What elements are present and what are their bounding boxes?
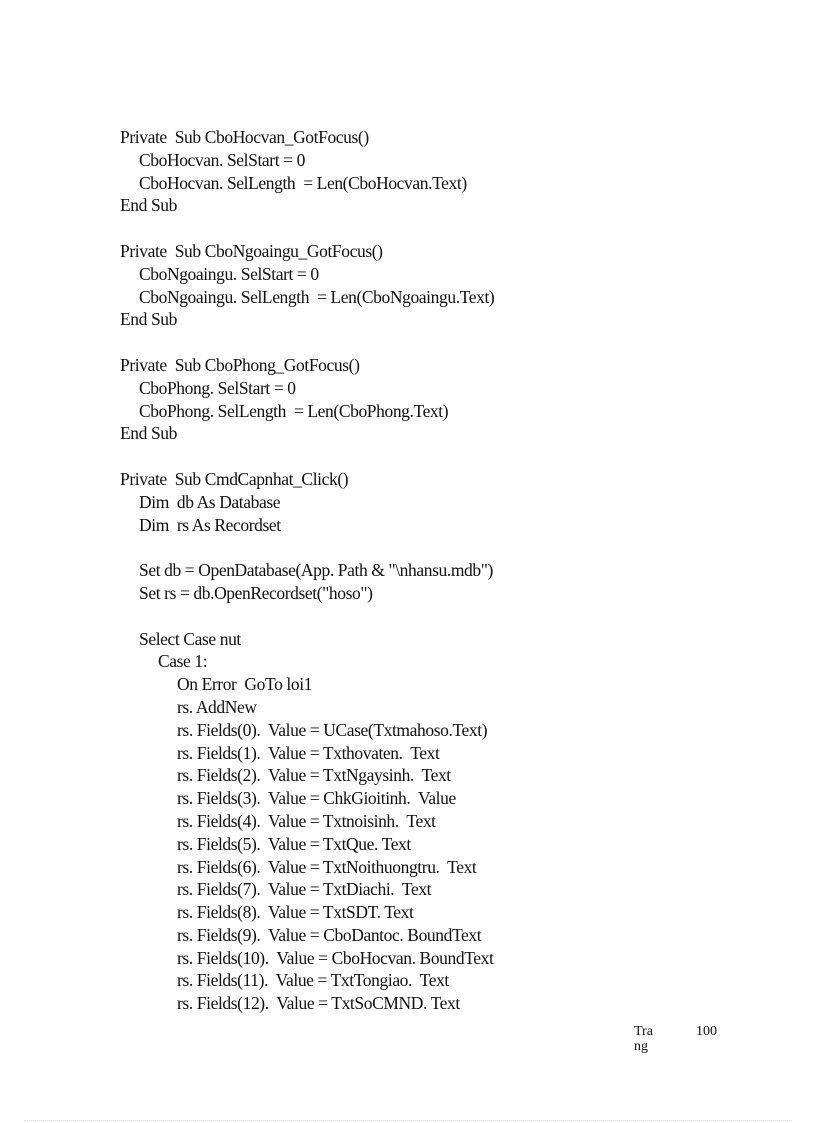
code-line: Case 1: — [158, 651, 208, 672]
code-line: rs. Fields(10). Value = CboHocvan. BoundText — [177, 947, 494, 968]
code-line: On Error GoTo loi1 — [177, 674, 313, 695]
code-line: CboPhong. SelLength = Len(CboPhong.Text) — [139, 400, 449, 421]
page-label: Trang — [634, 1024, 653, 1054]
blank-line — [120, 331, 494, 354]
code-line: CboNgoaingu. SelStart = 0 — [139, 263, 319, 284]
page-number: 100 — [696, 1024, 717, 1039]
code-line: End Sub — [120, 423, 177, 444]
code-line: rs. AddNew — [177, 696, 257, 717]
code-line: Dim db As Database — [139, 491, 281, 512]
blank-line — [120, 217, 494, 240]
code-line: rs. Fields(3). Value = ChkGioitinh. Value — [177, 788, 456, 809]
code-line: CboHocvan. SelStart = 0 — [139, 149, 305, 170]
page-bottom-divider — [24, 1120, 792, 1121]
code-line: rs. Fields(1). Value = Txthovaten. Text — [177, 742, 440, 763]
code-line: rs. Fields(6). Value = TxtNoithuongtru. Text — [177, 856, 477, 877]
code-line: rs. Fields(9). Value = CboDantoc. BoundText — [177, 924, 482, 945]
code-line: Set rs = db.OpenRecordset("hoso") — [139, 582, 373, 603]
code-line: rs. Fields(7). Value = TxtDiachi. Text — [177, 879, 432, 900]
code-line: Dim rs As Recordset — [139, 514, 281, 535]
code-line: Private Sub CmdCapnhat_Click() — [120, 468, 349, 489]
code-line: Private Sub CboPhong_GotFocus() — [120, 354, 360, 375]
code-line: rs. Fields(8). Value = TxtSDT. Text — [177, 902, 414, 923]
code-line: rs. Fields(11). Value = TxtTongiao. Text — [177, 970, 449, 991]
code-line: Private Sub CboNgoaingu_GotFocus() — [120, 240, 383, 261]
blank-line — [120, 445, 494, 468]
blank-line — [120, 536, 494, 559]
code-line: CboNgoaingu. SelLength = Len(CboNgoaingu.Text) — [139, 286, 495, 307]
code-line: rs. Fields(12). Value = TxtSoCMND. Text — [177, 993, 460, 1014]
code-line: rs. Fields(2). Value = TxtNgaysinh. Text — [177, 765, 451, 786]
code-line: rs. Fields(4). Value = Txtnoisinh. Text — [177, 810, 436, 831]
code-line: End Sub — [120, 309, 177, 330]
blank-line — [120, 605, 494, 628]
code-block — [120, 126, 494, 1015]
code-line: Select Case nut — [139, 628, 241, 649]
code-line: rs. Fields(0). Value = UCase(Txtmahoso.Text) — [177, 719, 488, 740]
code-line: End Sub — [120, 195, 177, 216]
code-line: Private Sub CboHocvan_GotFocus() — [120, 127, 369, 147]
code-line: rs. Fields(5). Value = TxtQue. Text — [177, 833, 411, 854]
code-line: Set db = OpenDatabase(App. Path & "\nhansu.mdb") — [139, 560, 493, 581]
code-line: CboHocvan. SelLength = Len(CboHocvan.Text) — [139, 172, 467, 193]
code-line: CboPhong. SelStart = 0 — [139, 377, 296, 398]
